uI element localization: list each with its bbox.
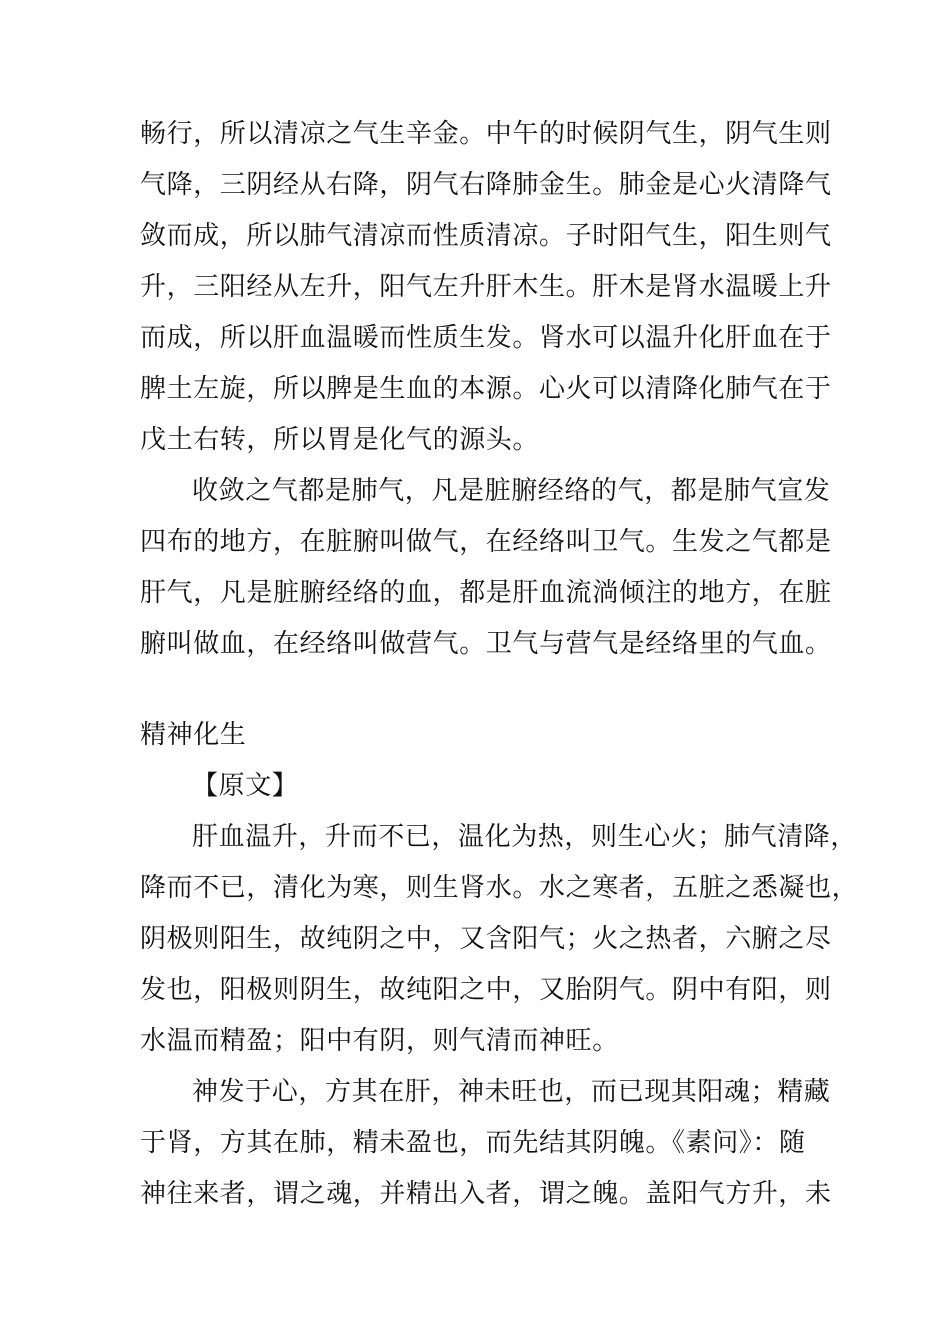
paragraph-2-line-3: 肝气，凡是脏腑经络的血，都是肝血流淌倾注的地方，在脏	[140, 578, 832, 608]
paragraph-1-line-1: 畅行，所以清凉之气生辛金。中午的时候阴气生，阴气生则	[140, 119, 832, 149]
paragraph-3-line-3: 阴极则阳生，故纯阴之中，又含阳气；火之热者，六腑之尽	[140, 924, 832, 954]
paragraph-4-line-2: 于肾，方其在肺，精未盈也，而先结其阴魄。《素问》：随	[140, 1128, 806, 1158]
paragraph-1-line-4: 升，三阳经从左升，阳气左升肝木生。肝木是肾水温暖上升	[140, 272, 832, 302]
paragraph-4-line-3: 神往来者，谓之魂，并精出入者，谓之魄。盖阳气方升，未	[140, 1179, 832, 1209]
paragraph-1-line-6: 脾土左旋，所以脾是生血的本源。心火可以清降化肺气在于	[140, 374, 832, 404]
paragraph-3-line-1: 肝血温升，升而不已，温化为热，则生心火；肺气清降，	[192, 822, 858, 852]
paragraph-1-line-3: 敛而成，所以肺气清凉而性质清凉。子时阳气生，阳生则气	[140, 221, 832, 251]
paragraph-2-line-4: 腑叫做血，在经络叫做营气。卫气与营气是经络里的气血。	[140, 629, 832, 659]
paragraph-1-line-5: 而成，所以肝血温暖而性质生发。肾水可以温升化肝血在于	[140, 323, 832, 353]
paragraph-2-line-1: 收敛之气都是肺气，凡是脏腑经络的气，都是肺气宣发	[192, 476, 831, 506]
original-text-label: 【原文】	[192, 771, 299, 801]
paragraph-3-line-2: 降而不已，清化为寒，则生肾水。水之寒者，五脏之悉凝也，	[140, 873, 859, 903]
paragraph-3-line-5: 水温而精盈；阳中有阴，则气清而神旺。	[140, 1026, 619, 1056]
section-title: 精神化生	[140, 720, 247, 750]
paragraph-3-line-4: 发也，阳极则阴生，故纯阳之中，又胎阴气。阴中有阳，则	[140, 975, 832, 1005]
paragraph-2-line-2: 四布的地方，在脏腑叫做气，在经络叫卫气。生发之气都是	[140, 527, 832, 557]
paragraph-1-line-2: 气降，三阴经从右降，阴气右降肺金生。肺金是心火清降气	[140, 170, 832, 200]
paragraph-4-line-1: 神发于心，方其在肝，神未旺也，而已现其阳魂；精藏	[192, 1077, 831, 1107]
paragraph-1-line-7: 戊土右转，所以胃是化气的源头。	[140, 425, 540, 455]
